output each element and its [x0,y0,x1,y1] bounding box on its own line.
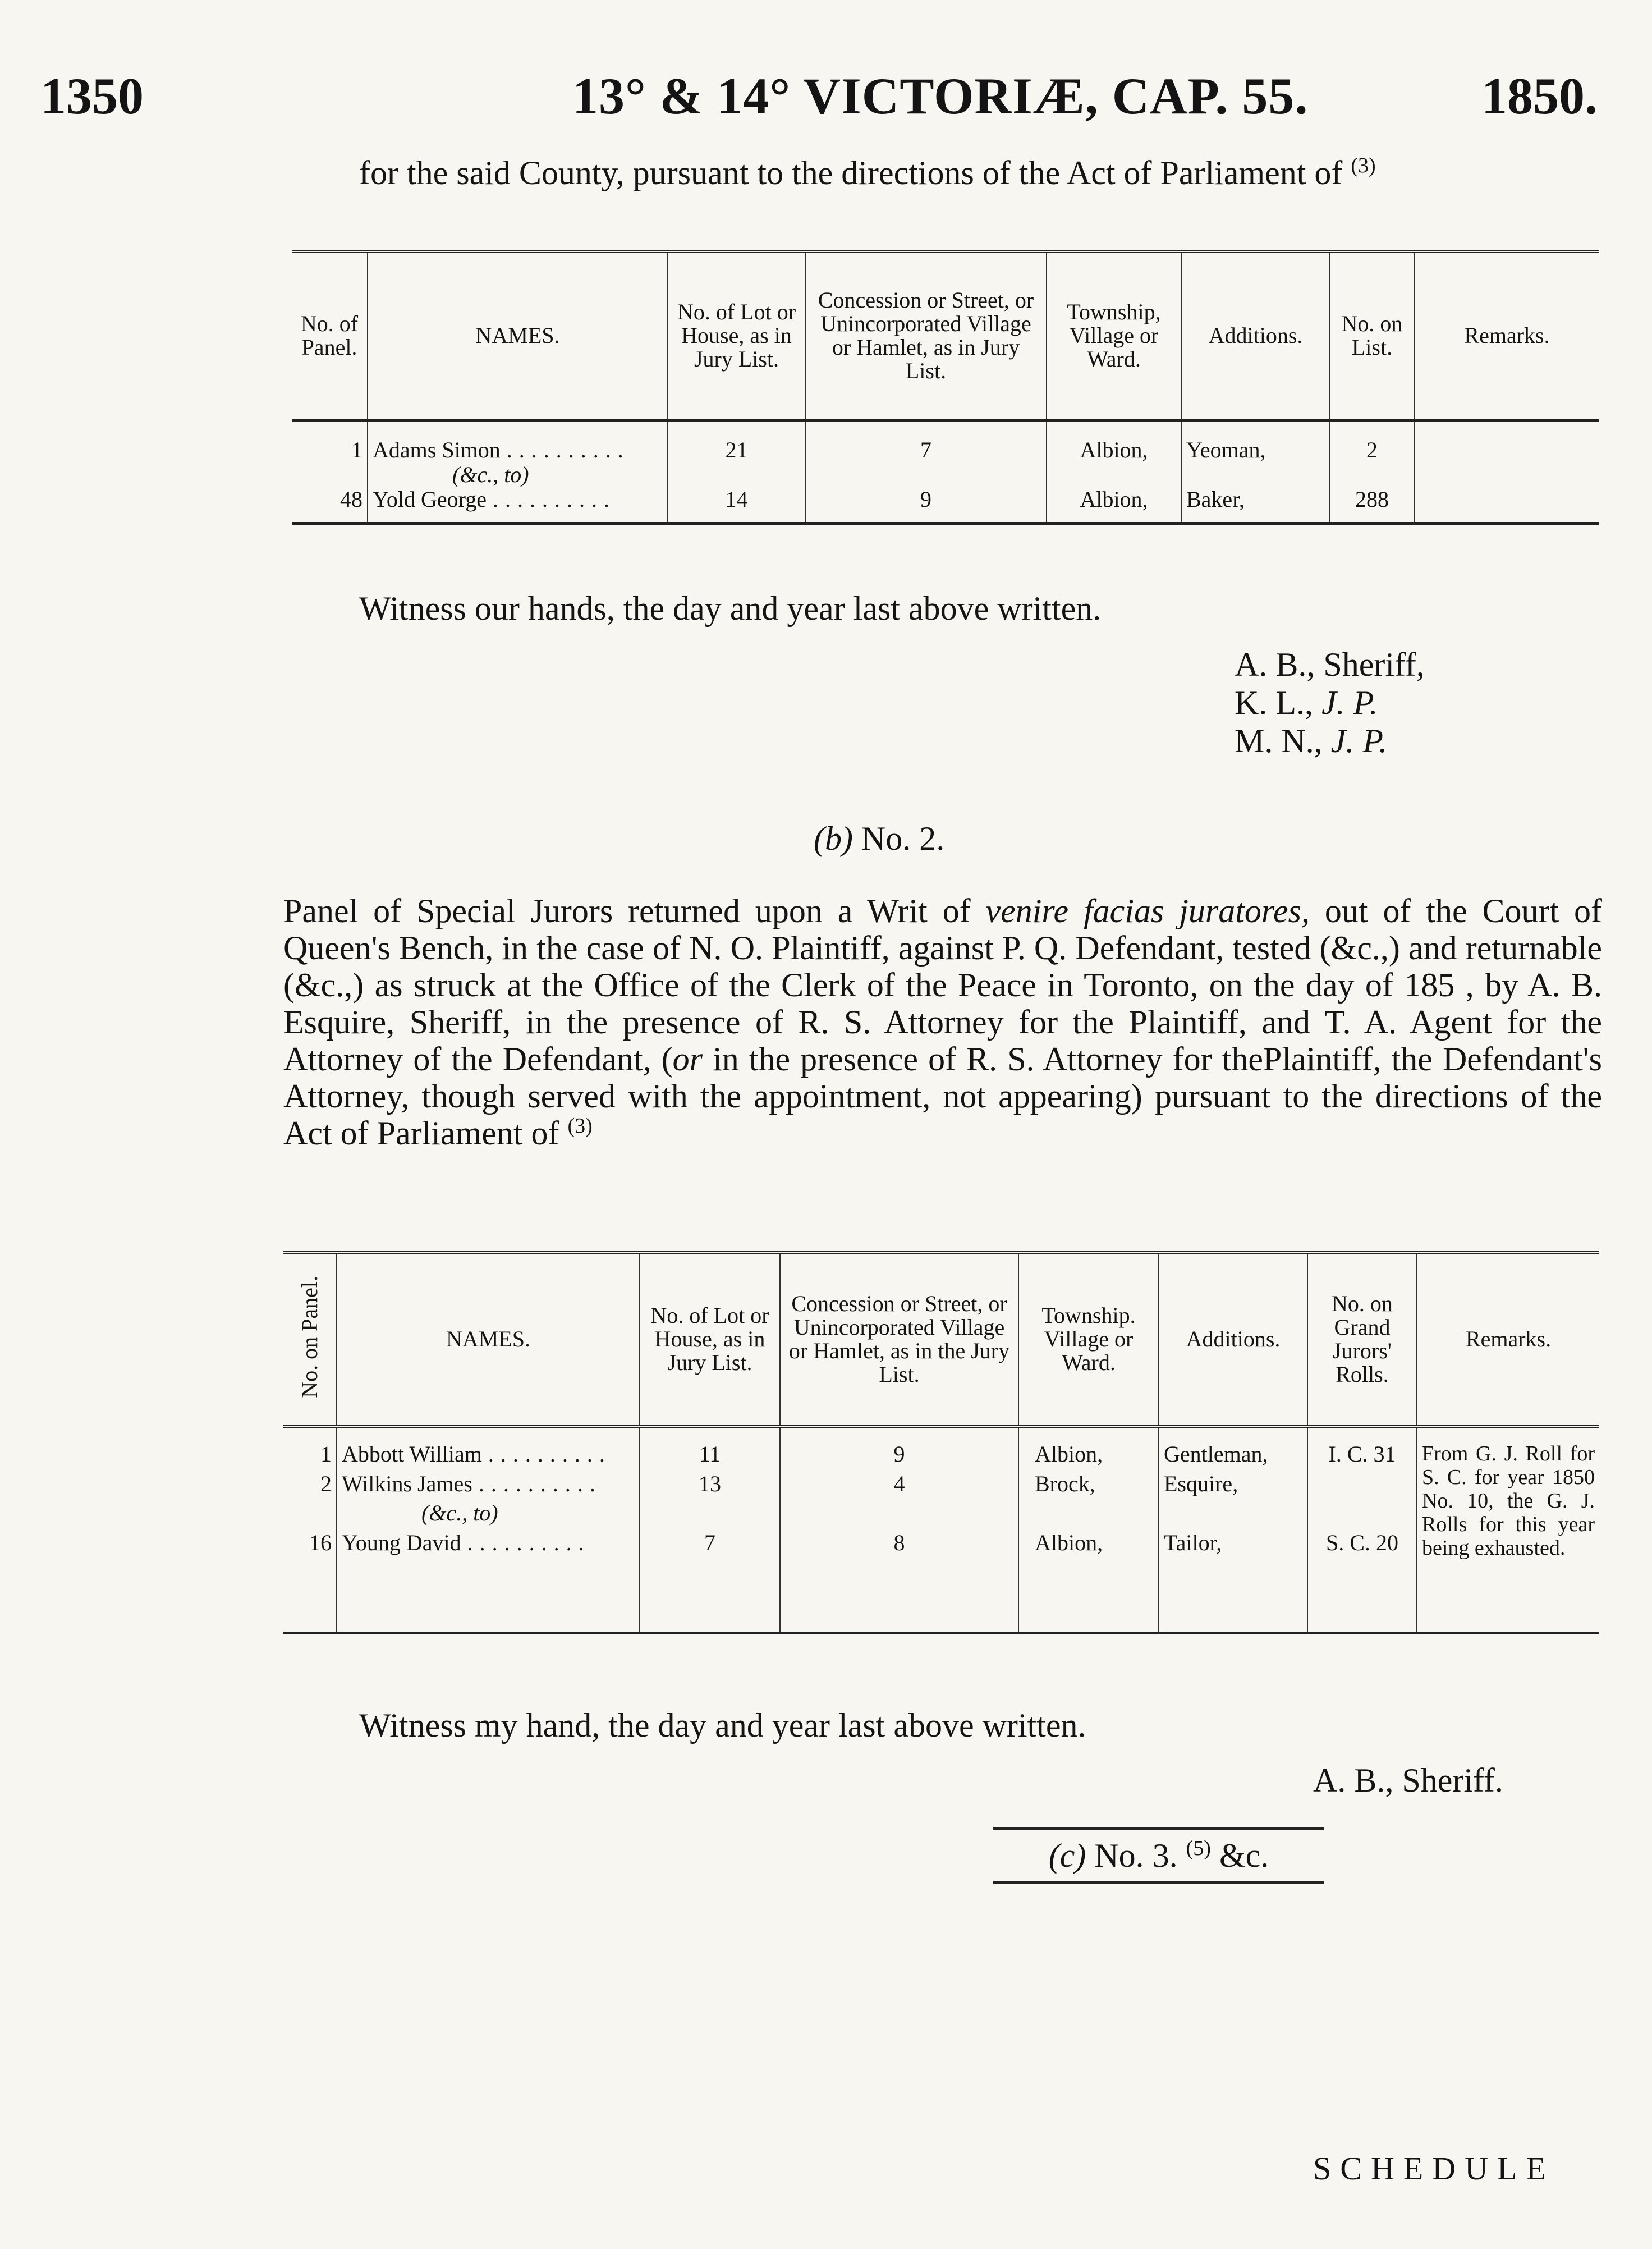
cell-name: Young David . . . [337,1531,640,1560]
table-row [283,1472,1599,1501]
cell-additions: Esquire, [1159,1472,1307,1501]
cell-additions: Baker, [1181,487,1330,512]
footnote-ref: (3) [567,1114,593,1138]
signature-block-a [1235,645,1425,760]
cell-concession: 7 [805,438,1047,462]
jury-table-a [292,250,1599,525]
section-c-tail: &c. [1219,1837,1269,1874]
cell-panel: 16 [309,1529,332,1555]
page-year: 1850. [1481,67,1598,125]
header-names: NAMES. [337,1252,640,1426]
cell-concession: 4 [780,1472,1018,1501]
signature-sheriff: A. B., Sheriff, [1235,646,1425,683]
footnote-ref: (5) [1186,1836,1211,1860]
cell-additions: Tailor, [1159,1531,1307,1560]
cell-panel: 1 [320,1441,332,1467]
catchword: SCHEDULE [1313,2150,1555,2187]
cell-concession: 9 [805,487,1047,512]
section-c-label: (c) [1048,1837,1086,1874]
cell-name: Adams Simon . . . [368,438,668,462]
page-number: 1350 [40,67,144,125]
cell-concession: 8 [780,1531,1018,1560]
cell-etc: (&c., to) [337,1501,640,1531]
page-header [0,66,1652,128]
cell-panel: 1 [351,437,362,462]
page-title: 13° & 14° VICTORIÆ, CAP. 55. [572,67,1309,125]
cell-township: Albion, [1018,1442,1159,1472]
cell-lot: 14 [668,487,805,512]
jury-table-b [283,1251,1599,1634]
cell-name: Wilkins James . . . [337,1472,640,1501]
cell-lot: 7 [640,1531,780,1560]
table-row [283,1560,1599,1633]
header-concession: Concession or Street, or Unincorporated Village or Hamlet, as in the Jury List. [780,1252,1018,1426]
header-panel-no: No. of Panel. [292,251,368,420]
signature-jp-1: K. L., J. P. [1235,684,1378,721]
cell-roll [1307,1472,1417,1501]
intro-a-text: for the said County, pursuant to the directions of the Act of Parliament of [359,154,1343,191]
cell-name: Yold George . . . [368,487,668,512]
cell-etc: (&c., to) [368,462,668,487]
header-additions: Additions. [1181,251,1330,420]
header-township: Township, Village or Ward. [1047,251,1181,420]
cell-list-no: 288 [1330,487,1414,512]
section-c-heading [993,1827,1324,1884]
cell-additions: Yeoman, [1181,438,1330,462]
cell-lot: 11 [640,1442,780,1472]
table-row [292,512,1599,523]
cell-list-no: 2 [1330,438,1414,462]
table-row [283,1501,1599,1531]
header-remarks: Remarks. [1417,1252,1599,1426]
header-concession: Concession or Street, or Unincorporated Village or Hamlet, as in Jury List. [805,251,1047,420]
header-lot: No. of Lot or House, as in Jury List. [640,1252,780,1426]
cell-township: Albion, [1047,438,1181,462]
cell-roll: I. C. 31 [1307,1442,1417,1472]
header-township: Township. Village or Ward. [1018,1252,1159,1426]
cell-concession: 9 [780,1442,1018,1472]
paragraph-b: Panel of Special Jurors returned upon a Writ of venire facias juratores, out of the Court of Queen's Bench, in the case of N. O. Plaintiff, against P. Q. Defendant, tested (&c.,) and returnable (&c.,) as struck at the Office of the Clerk of the Peace in Toronto, on the day of 185 , by A. B. Esquire, Sheriff, in the presence of R. S. Attorney for the Plaintiff, and T. A. Agent for the Attorney of the Defendant, (or in the presence of R. S. Attorney for thePlaintiff, the Defendant's Attorney, though served with the appointment, not appearing) pursuant to the directions of the Act of Parliament of $^{(3)}$ [283,892,1603,1152]
header-additions: Additions. [1159,1252,1307,1426]
cell-name: Abbott William . . . [337,1442,640,1472]
cell-additions: Gentleman, [1159,1442,1307,1472]
cell-roll: S. C. 20 [1307,1531,1417,1560]
table-row [292,438,1599,462]
table-row [283,1442,1599,1472]
table-row [283,1531,1599,1560]
section-b-title: No. 2. [861,820,945,857]
cell-remarks [1414,438,1599,462]
section-b-heading [814,819,944,858]
cell-panel: 2 [320,1471,332,1496]
cell-township: Albion, [1047,487,1181,512]
witness-line-a: Witness our hands, the day and year last above written. [359,590,1102,627]
table-row [292,420,1599,438]
cell-remarks [1414,487,1599,512]
header-roll: No. on Grand Jurors' Rolls. [1307,1252,1417,1426]
cell-township: Albion, [1018,1531,1159,1560]
table-row [292,462,1599,487]
cell-remarks: From G. J. Roll for S. C. for year 1850 No. 10, the G. J. Rolls for this year being exhausted. [1417,1442,1599,1560]
cell-panel: 48 [340,487,362,512]
cell-lot: 13 [640,1472,780,1501]
witness-line-b: Witness my hand, the day and year last above written. [359,1707,1086,1744]
header-list-no: No. on List. [1330,251,1414,420]
signature-sheriff-b: A. B., Sheriff. [1313,1762,1503,1799]
header-panel-no: No. on Panel. [283,1252,337,1426]
cell-lot: 21 [668,438,805,462]
cell-township: Brock, [1018,1472,1159,1501]
signature-jp-2: M. N., J. P. [1235,722,1388,759]
footnote-ref: (3) [1351,154,1376,177]
section-b-label: (b) [814,820,853,857]
intro-paragraph-a [359,154,1603,191]
header-names: NAMES. [368,251,668,420]
table-row [283,1426,1599,1442]
header-lot: No. of Lot or House, as in Jury List. [668,251,805,420]
table-row [292,487,1599,512]
header-remarks: Remarks. [1414,251,1599,420]
section-c-title: No. 3. [1094,1837,1178,1874]
